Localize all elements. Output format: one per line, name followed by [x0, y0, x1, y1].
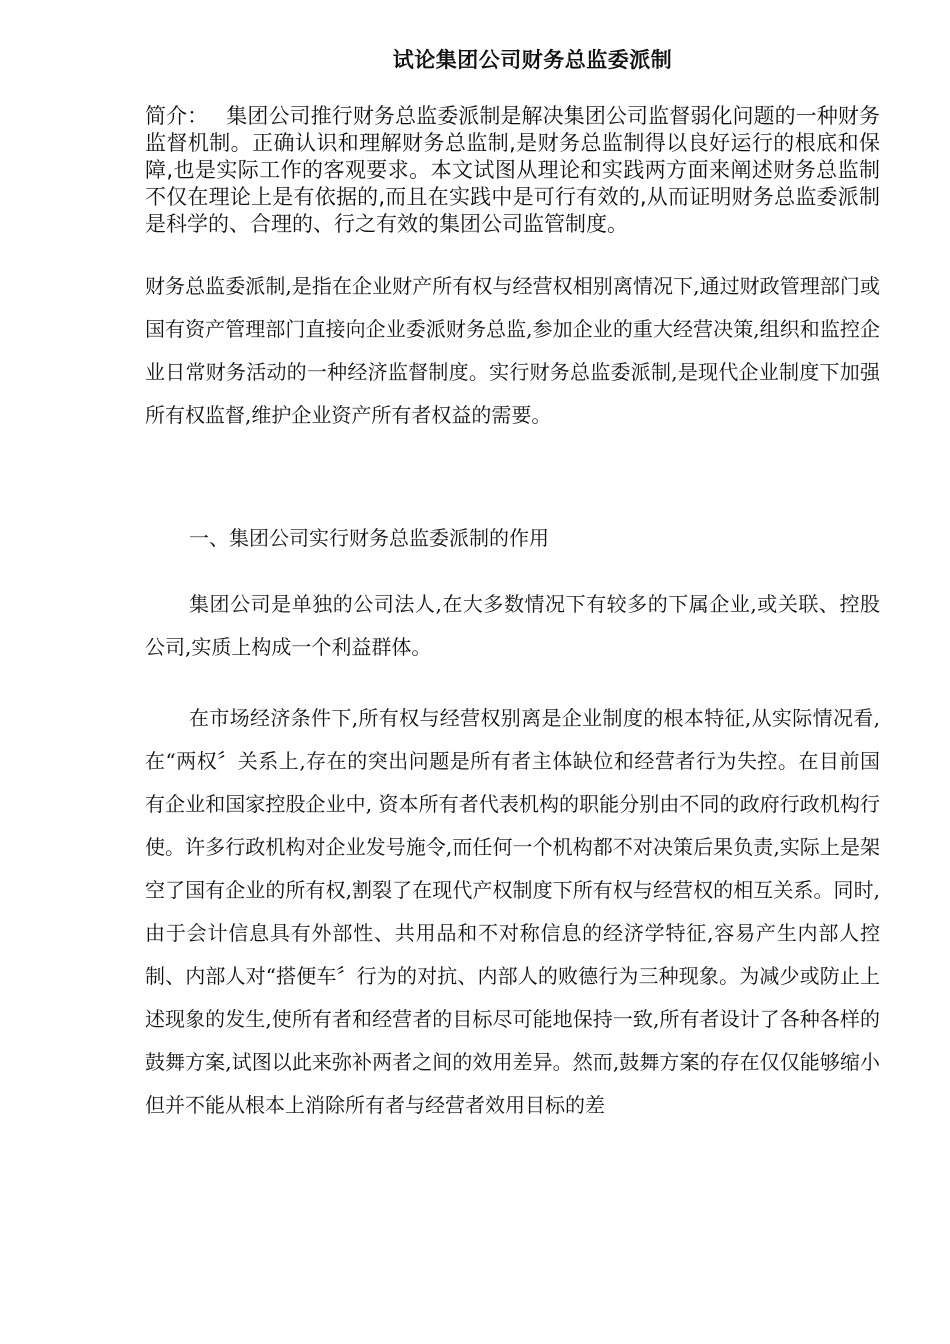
- body-paragraph-group-company: 集团公司是单独的公司法人,在大多数情况下有较多的下属企业,或关联、控股公司,实质上构成一个利益群体。: [145, 592, 880, 659]
- body-paragraph-definition: 财务总监委派制,是指在企业财产所有权与经营权相别离情况下,通过财政管理部门或国有资产管理部门直接向企业委派财务总监,参加企业的重大经营决策,组织和监控企业日常财务活动的一种经济监督制度。实行财务总监委派制,是现代企业制度下加强所有权监督,维护企业资产所有者权益的需要。: [145, 274, 880, 427]
- abstract-text: 集团公司推行财务总监委派制是解决集团公司监督弱化问题的一种财务监督机制。正确认识和理解财务总监制,是财务总监制得以良好运行的根底和保障,也是实际工作的客观要求。本文试图从理论和实践两方面来阐述财务总监制不仅在理论上是有依据的,而且在实践中是可行有效的,从而证明财务总监委派制是科学的、合理的、行之有效的集团公司监管制度。: [145, 104, 881, 236]
- abstract-label: 简介：: [145, 104, 209, 128]
- section-heading: 一、集团公司实行财务总监委派制的作用: [189, 526, 549, 550]
- abstract-paragraph: [145, 103, 880, 238]
- body-paragraph-market-economy: 在市场经济条件下,所有权与经营权别离是企业制度的根本特征,从实际情况看,在“两权〞关系上,存在的突出问题是所有者主体缺位和经营者行为失控。在目前国有企业和国家控股企业中, 资本所有者代表机构的职能分别由不同的政府行政机构行使。许多行政机构对企业发号施令,而任何一个机构都不对决策后果负责,实际上是架空了国有企业的所有权,割裂了在现代产权制度下所有权与经营权的相互关系。同时,由于会计信息具有外部性、共用品和不对称信息的经济学特征,容易产生内部人控制、内部人对“搭便车〞行为的对抗、内部人的败德行为三种现象。为减少或防止上述现象的发生,使所有者和经营者的目标尽可能地保持一致,所有者设计了各种各样的鼓舞方案,试图以此来弥补两者之间的效用差异。然而,鼓舞方案的存在仅仅能够缩小但并不能从根本上消除所有者与经营者效用目标的差: [145, 706, 880, 1117]
- document-title: 试论集团公司财务总监委派制: [392, 48, 673, 72]
